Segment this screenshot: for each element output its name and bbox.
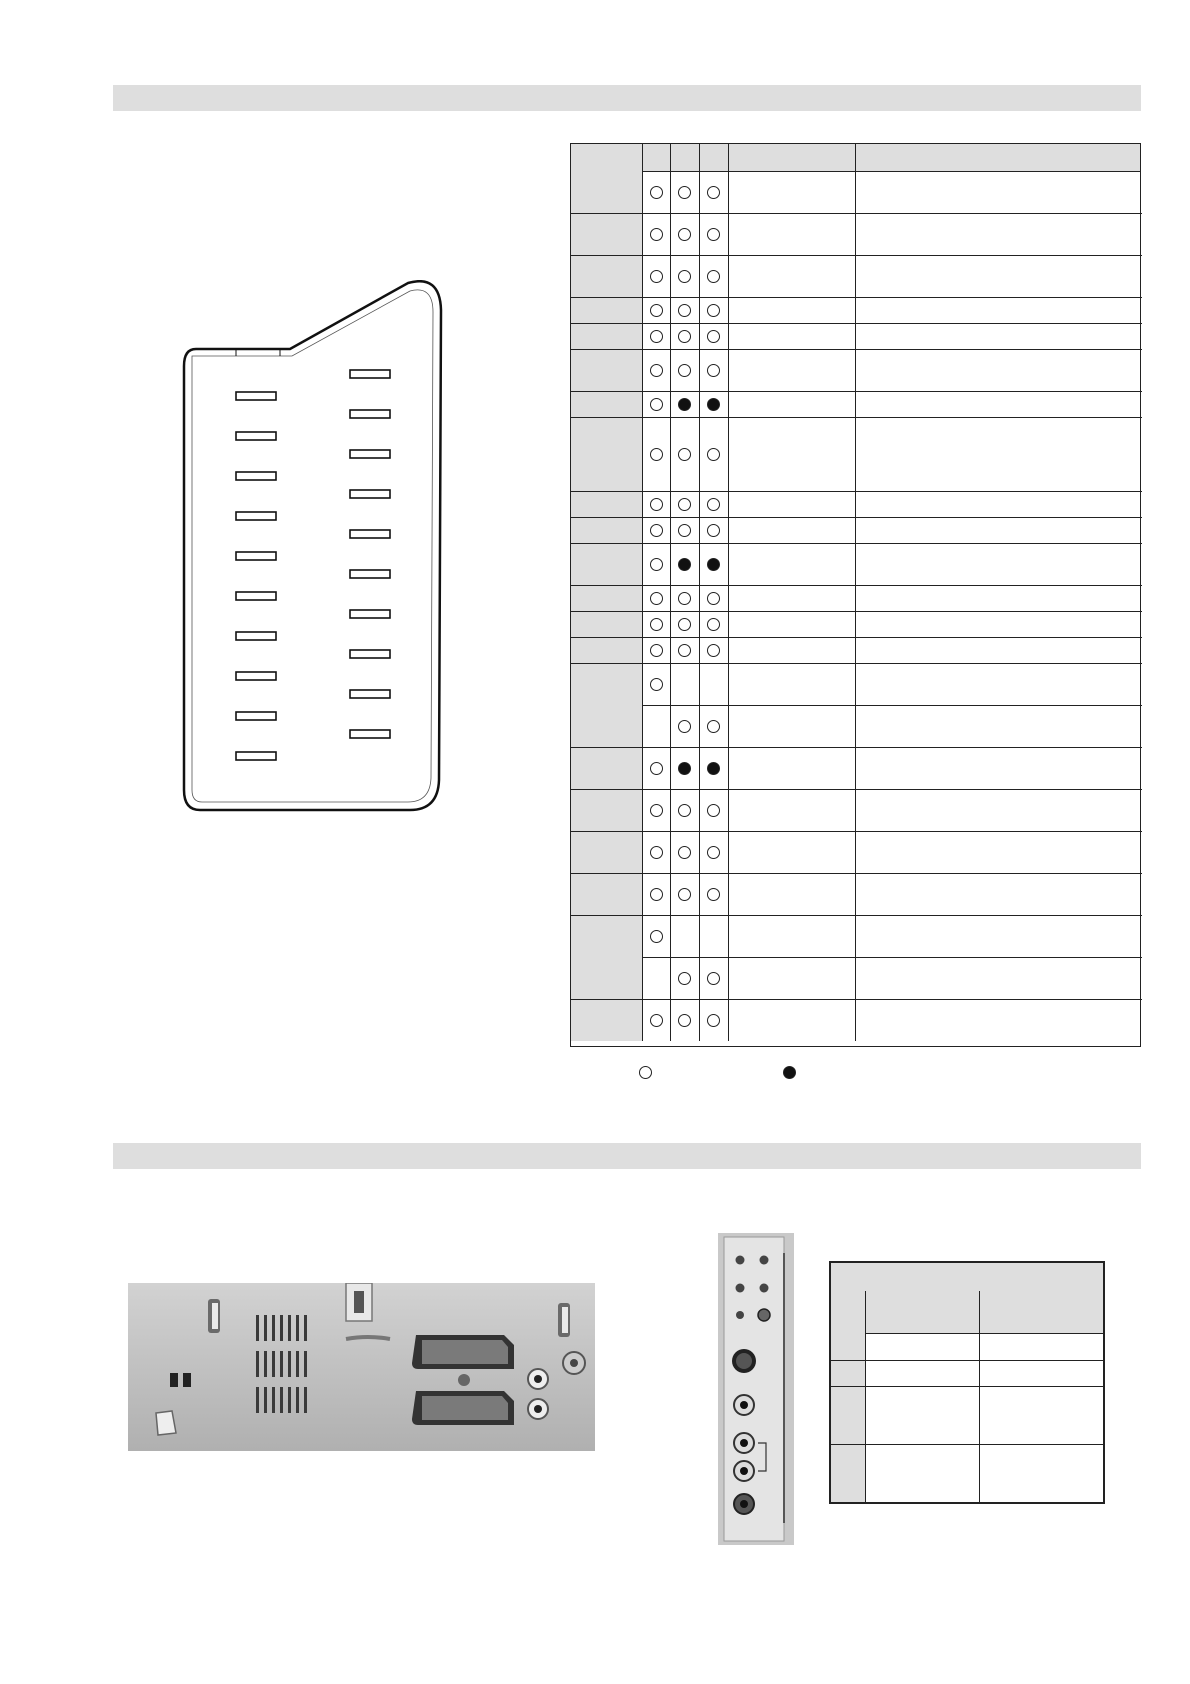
open-circle-icon: [707, 618, 720, 631]
open-circle-icon: [678, 846, 691, 859]
filled-circle-icon: [678, 398, 691, 411]
scart-pin: [236, 552, 276, 560]
scart-pin: [350, 530, 390, 538]
open-circle-icon: [678, 330, 691, 343]
open-circle-icon: [707, 524, 720, 537]
open-circle-icon: [707, 228, 720, 241]
open-circle-icon: [678, 304, 691, 317]
filled-circle-icon: [783, 1066, 796, 1079]
scart-pin: [236, 752, 276, 760]
open-circle-icon: [650, 846, 663, 859]
section-header-connections: [113, 1143, 1141, 1169]
open-circle-icon: [650, 364, 663, 377]
scart-pin: [350, 370, 390, 378]
open-circle-icon: [650, 186, 663, 199]
open-circle-icon: [639, 1066, 652, 1079]
rear-panel-photo: [128, 1283, 595, 1451]
open-circle-icon: [650, 804, 663, 817]
open-circle-icon: [650, 888, 663, 901]
open-circle-icon: [707, 972, 720, 985]
scart-connector-diagram: [180, 280, 450, 820]
open-circle-icon: [678, 644, 691, 657]
filled-circle-icon: [707, 558, 720, 571]
open-circle-icon: [707, 592, 720, 605]
open-circle-icon: [707, 364, 720, 377]
scart-pin: [236, 672, 276, 680]
scart-pin: [236, 712, 276, 720]
open-circle-icon: [678, 448, 691, 461]
scart-pin: [236, 392, 276, 400]
filled-circle-icon: [707, 762, 720, 775]
open-circle-icon: [650, 644, 663, 657]
open-circle-icon: [707, 846, 720, 859]
open-circle-icon: [650, 270, 663, 283]
open-circle-icon: [678, 720, 691, 733]
open-circle-icon: [707, 804, 720, 817]
open-circle-icon: [678, 228, 691, 241]
scart-pin: [236, 632, 276, 640]
open-circle-icon: [650, 524, 663, 537]
open-circle-icon: [678, 804, 691, 817]
section-header-scart: [113, 85, 1141, 111]
filled-circle-icon: [678, 558, 691, 571]
scart-pin: [350, 650, 390, 658]
open-circle-icon: [707, 644, 720, 657]
scart-pin: [236, 512, 276, 520]
open-circle-icon: [707, 498, 720, 511]
scart-pin: [350, 690, 390, 698]
open-circle-icon: [707, 888, 720, 901]
open-circle-icon: [650, 762, 663, 775]
scart-pin: [350, 570, 390, 578]
filled-circle-icon: [678, 762, 691, 775]
open-circle-icon: [650, 618, 663, 631]
table-row: [571, 705, 1142, 747]
scart-pins: [236, 370, 390, 760]
open-circle-icon: [678, 186, 691, 199]
pin-assignment-table: [570, 143, 1141, 1047]
table-row: [571, 957, 1142, 999]
open-circle-icon: [678, 888, 691, 901]
open-circle-icon: [650, 592, 663, 605]
open-circle-icon: [678, 972, 691, 985]
open-circle-icon: [678, 498, 691, 511]
side-table-index-column: [831, 1291, 865, 1502]
scart-pin: [350, 450, 390, 458]
table-row: [831, 1386, 1103, 1387]
open-circle-icon: [678, 618, 691, 631]
open-circle-icon: [707, 186, 720, 199]
open-circle-icon: [650, 930, 663, 943]
open-circle-icon: [678, 270, 691, 283]
open-circle-icon: [650, 448, 663, 461]
side-connection-table: [829, 1261, 1105, 1504]
side-table-title-row: [831, 1263, 1103, 1292]
open-circle-icon: [650, 498, 663, 511]
open-circle-icon: [678, 524, 691, 537]
open-circle-icon: [678, 592, 691, 605]
filled-circle-icon: [707, 398, 720, 411]
open-circle-icon: [678, 364, 691, 377]
open-circle-icon: [707, 448, 720, 461]
open-circle-icon: [678, 1014, 691, 1027]
scart-pin: [350, 410, 390, 418]
open-circle-icon: [650, 330, 663, 343]
open-circle-icon: [650, 228, 663, 241]
open-circle-icon: [650, 1014, 663, 1027]
side-av-panel-photo: [718, 1233, 794, 1545]
open-circle-icon: [650, 678, 663, 691]
open-circle-icon: [707, 330, 720, 343]
scart-pin: [350, 610, 390, 618]
open-circle-icon: [707, 720, 720, 733]
open-circle-icon: [650, 304, 663, 317]
open-circle-icon: [650, 558, 663, 571]
open-circle-icon: [707, 1014, 720, 1027]
scart-pin: [236, 432, 276, 440]
scart-pin: [236, 592, 276, 600]
scart-pin: [350, 730, 390, 738]
scart-pin: [236, 472, 276, 480]
open-circle-icon: [650, 398, 663, 411]
side-table-header-row: [831, 1291, 1103, 1334]
open-circle-icon: [707, 304, 720, 317]
scart-pin: [350, 490, 390, 498]
open-circle-icon: [707, 270, 720, 283]
table-row: [831, 1444, 1103, 1445]
table-row: [831, 1360, 1103, 1361]
